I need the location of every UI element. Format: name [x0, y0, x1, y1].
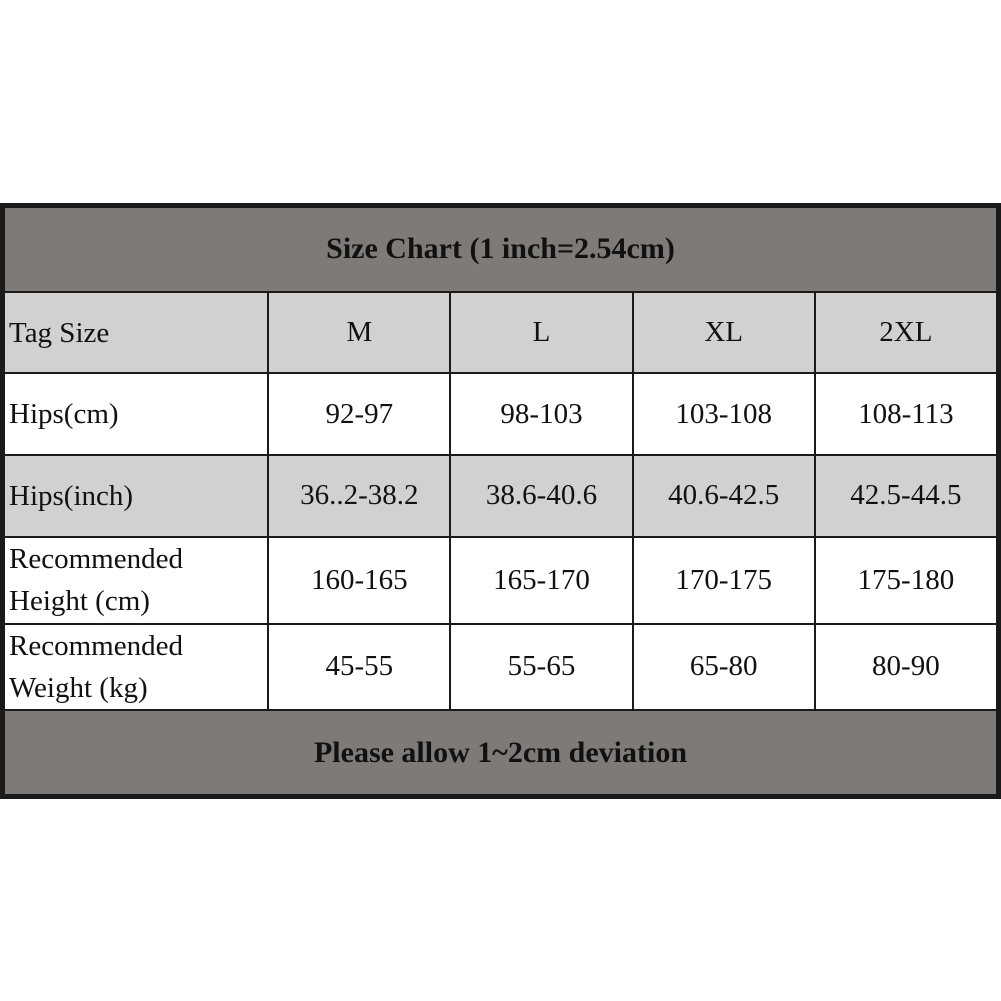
size-header-l: L — [450, 292, 632, 374]
table-cell: 42.5-44.5 — [815, 455, 997, 537]
size-header-2xl: 2XL — [815, 292, 997, 374]
table-cell: 108-113 — [815, 373, 997, 455]
deviation-note: Please allow 1~2cm deviation — [4, 710, 997, 795]
table-cell: 98-103 — [450, 373, 632, 455]
title-row — [4, 207, 997, 292]
header-row — [4, 292, 997, 374]
table-cell: 55-65 — [450, 624, 632, 711]
row-label-line: Recommended — [9, 629, 183, 662]
table-cell: 36..2-38.2 — [268, 455, 450, 537]
table-cell: 170-175 — [633, 537, 815, 624]
table-cell: 65-80 — [633, 624, 815, 711]
table-cell: 103-108 — [633, 373, 815, 455]
row-label: Hips(inch) — [4, 455, 268, 537]
table-cell: 45-55 — [268, 624, 450, 711]
row-label — [4, 537, 268, 624]
hips-cm-row — [4, 373, 997, 455]
size-chart — [0, 203, 1001, 799]
row-label: Hips(cm) — [4, 373, 268, 455]
row-label-line: Height (cm) — [9, 585, 150, 618]
table-cell: 175-180 — [815, 537, 997, 624]
size-header-m: M — [268, 292, 450, 374]
size-chart-table — [3, 206, 998, 796]
size-header-xl: XL — [633, 292, 815, 374]
footer-row — [4, 710, 997, 795]
table-cell: 160-165 — [268, 537, 450, 624]
tag-size-label: Tag Size — [4, 292, 268, 374]
row-label — [4, 624, 268, 711]
table-cell: 38.6-40.6 — [450, 455, 632, 537]
table-cell: 40.6-42.5 — [633, 455, 815, 537]
chart-title: Size Chart (1 inch=2.54cm) — [4, 207, 997, 292]
hips-inch-row — [4, 455, 997, 537]
height-row — [4, 537, 997, 624]
weight-row — [4, 624, 997, 711]
row-label-line: Weight (kg) — [9, 671, 148, 704]
table-cell: 80-90 — [815, 624, 997, 711]
table-cell: 92-97 — [268, 373, 450, 455]
table-cell: 165-170 — [450, 537, 632, 624]
row-label-line: Recommended — [9, 543, 183, 576]
